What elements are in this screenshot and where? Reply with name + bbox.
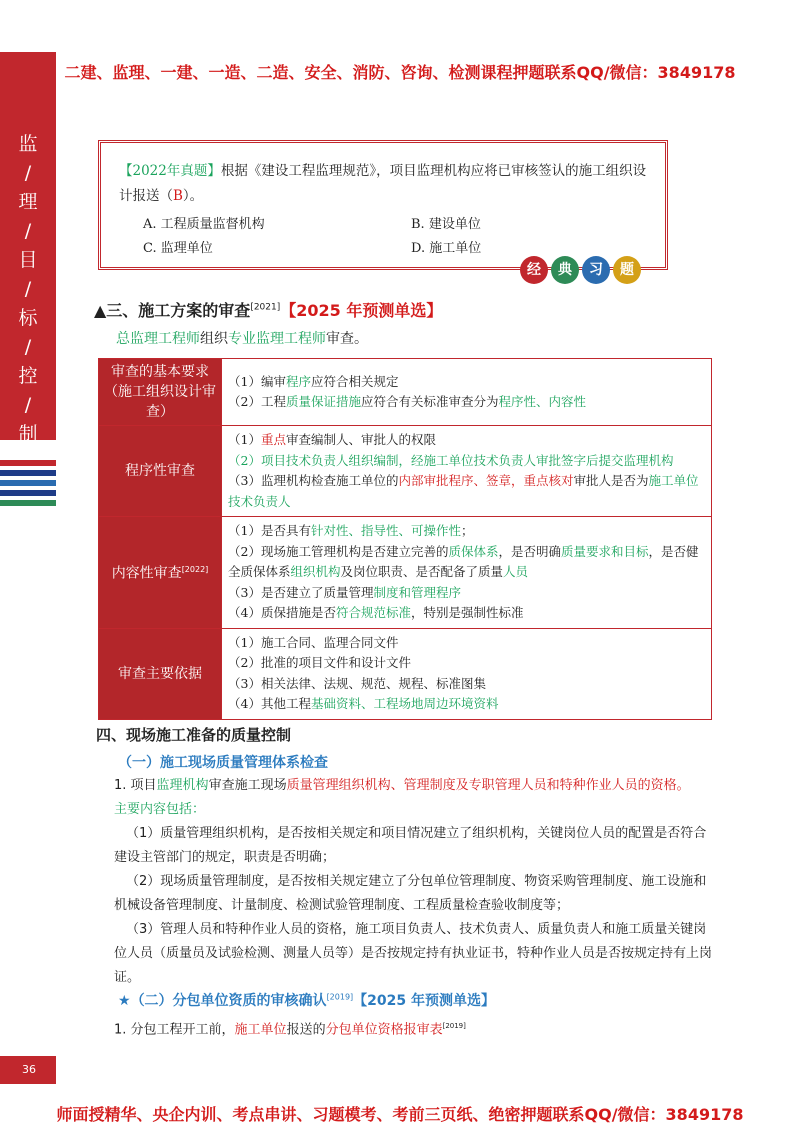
chapter-title-vertical	[0, 130, 56, 449]
option-c: C. 监理单位	[143, 241, 213, 256]
table-row	[99, 517, 712, 629]
exam-options	[119, 213, 647, 261]
exam-tag: 【2022年真题】	[119, 163, 221, 179]
table-row	[99, 359, 712, 426]
classic-exercise-badges	[520, 256, 641, 284]
badge-3: 习	[582, 256, 610, 284]
option-a: A. 工程质量监督机构	[143, 217, 265, 232]
badge-1: 经	[520, 256, 548, 284]
section4-subheading-2: ★（二）分包单位资质的审核确认[2019]【2025 年预测单选】	[118, 992, 496, 1009]
paragraph-2: （1）质量管理组织机构，是否按相关规定和项目情况建立了组织机构，关键岗位人员的配置是否符合建设主管部门的规定，职责是否明确；	[114, 826, 707, 865]
section4-heading: 四、现场施工准备的质量控制	[96, 726, 292, 744]
page-number: 36	[0, 1056, 56, 1084]
row-content: （1）编审程序应符合相关规定 （2）工程质量保证措施应符合有关标准审查分为程序性、内容性	[222, 359, 712, 426]
row-label: 审查的基本要求（施工组织设计审查）	[99, 359, 222, 426]
badge-2: 典	[551, 256, 579, 284]
row-content: （1）施工合同、监理合同文件 （2）批准的项目文件和设计文件 （3）相关法律、法规、规范、规程、标准图集 （4）其他工程基础资料、工程场地周边环境资料	[222, 628, 712, 719]
option-d: D. 施工单位	[411, 241, 482, 256]
section3-intro: 总监理工程师组织专业监理工程师审查。	[116, 331, 368, 347]
exam-question-frame	[98, 140, 668, 270]
paragraph-5: 1. 分包工程开工前，施工单位报送的分包单位资格报审表[2019]	[114, 1022, 466, 1038]
paragraph-1: 1. 项目监理机构审查施工现场质量管理组织机构、管理制度及专职管理人员和特种作业人员的资格。 主要内容包括：	[114, 778, 690, 817]
paragraph-3: （2）现场质量管理制度，是否按相关规定建立了分包单位管理制度、物资采购管理制度、施工设施和机械设备管理制度、计量制度、检测试验管理制度、工程质量检查验收制度等；	[114, 874, 707, 913]
exam-answer: B	[173, 188, 183, 204]
row-label: 内容性审查[2022]	[99, 517, 222, 629]
table-row	[99, 426, 712, 517]
row-label: 审查主要依据	[99, 628, 222, 719]
badge-4: 题	[613, 256, 641, 284]
option-b: B. 建设单位	[411, 217, 481, 232]
row-content: （1）重点审查编制人、审批人的权限 （2）项目技术负责人组织编制，经施工单位技术负责人审批签字后提交监理机构 （3）监理机构检查施工单位的内部审批程序、签章，重点核对审批人是否为施工单位技术负责人	[222, 426, 712, 517]
section3-heading: ▲三、施工方案的审查[2021]【2025 年预测单选】	[94, 301, 443, 320]
chapter-title-text: 监 / 理 / 目 / 标 / 控 / 制	[18, 133, 38, 445]
row-content: （1）是否具有针对性、指导性、可操作性； （2）现场施工管理机构是否建立完善的质保体系，是否明确质量要求和目标，是否健全质保体系组织机构及岗位职责、是否配备了质量人员 （3）是否建立了质量管理制度和管理程序 （4）质保措施是否符合规范标准，特别是强制性标准	[222, 517, 712, 629]
bottom-promo-banner: 师面授精华、央企内训、考点串讲、习题模考、考前三页纸、绝密押题联系QQ/微信：3849178	[56, 1105, 744, 1124]
top-promo-banner: 二建、监理、一建、一造、二造、安全、消防、咨询、检测课程押题联系QQ/微信：3849178	[64, 63, 736, 82]
table-row	[99, 628, 712, 719]
row-label: 程序性审查	[99, 426, 222, 517]
plan-review-table	[98, 358, 712, 720]
decorative-stripes	[0, 460, 56, 510]
exam-question: 【2022年真题】根据《建设工程监理规范》，项目监理机构应将已审核签认的施工组织设 计报送（B）。	[119, 163, 647, 204]
paragraph-4: （3）管理人员和特种作业人员的资格，施工项目负责人、技术负责人、质量负责人和施工质量关键岗位人员（质量员及试验检测、测量人员等）是否按规定持有执业证书，特种作业人员是否按规定持有上岗证。	[114, 922, 713, 985]
section4-subheading-1: （一）施工现场质量管理体系检查	[118, 755, 328, 771]
